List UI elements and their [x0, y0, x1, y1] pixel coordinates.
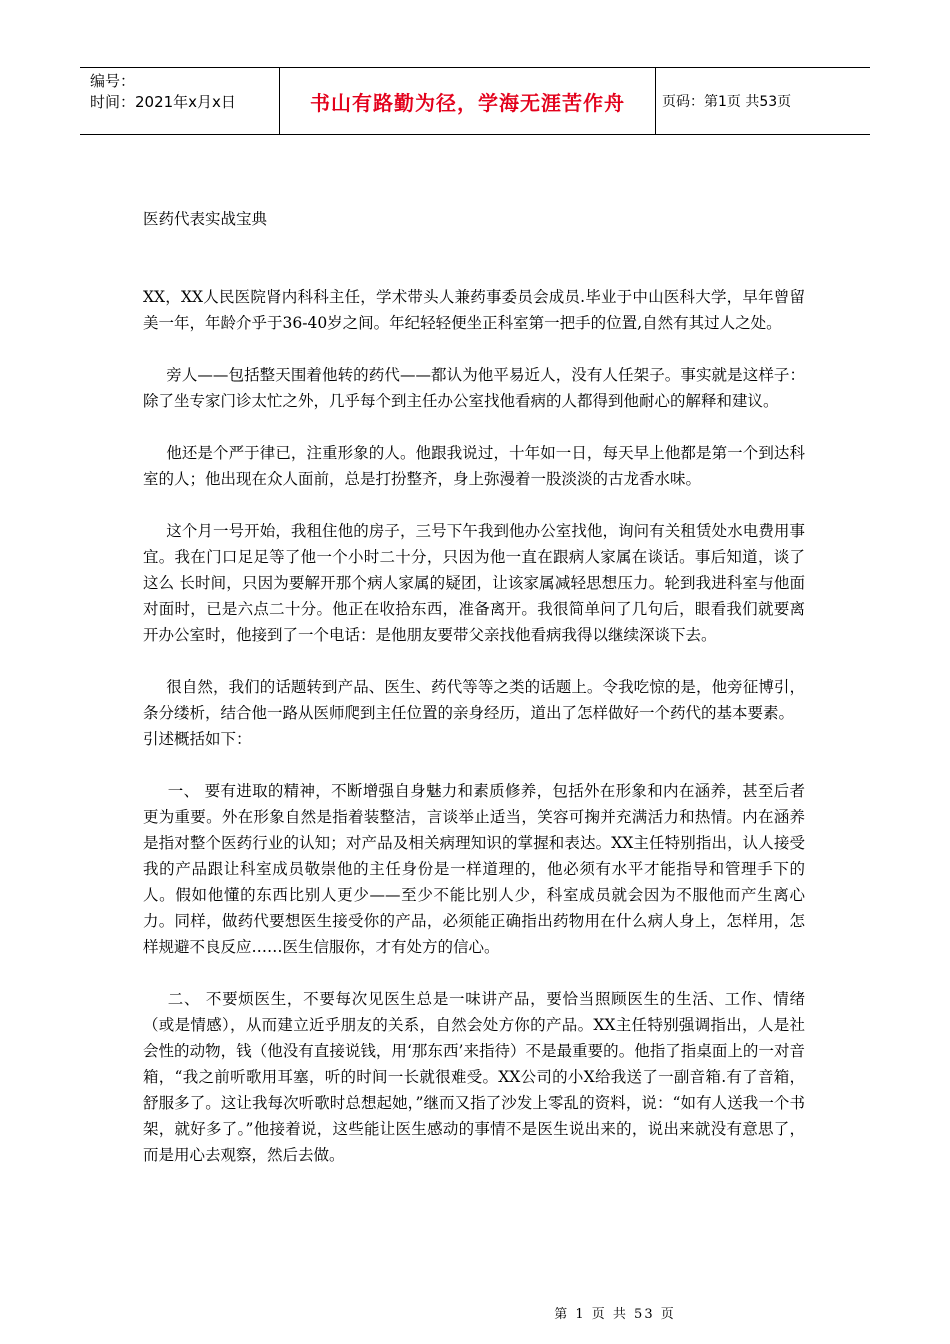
paragraph: 这个月一号开始，我租住他的房子，三号下午我到他办公室找他，询问有关租赁处水电费用事宜。我在门口足足等了他一个小时二十分，只因为他一直在跟病人家属在谈话。事后知道，谈了这么 长时间，只因为要解开那个病人家属的疑团，让该家属减轻思想压力。轮到我进科室与他面对面时，已是六点二十分。他正在收拾东西，准备离开。我很简单问了几句后，眼看我们就要离开办公室时，他接到了一个电话：是他朋友要带父亲找他看病我得以继续深谈下去。 — [143, 522, 805, 644]
paragraph: XX，XX人民医院肾内科科主任，学术带头人兼药事委员会成员.毕业于中山医科大学，早年曾留美一年，年龄介乎于36-40岁之间。年纪轻轻便坐正科室第一把手的位置,自然有其过人之处。 — [143, 288, 805, 332]
date-label: 时间：2021年x月x日 — [90, 93, 236, 111]
header-page-info: 页码：第1页 共53页 — [662, 94, 792, 110]
paragraph: 他还是个严于律已，注重形象的人。他跟我说过，十年如一日，每天早上他都是第一个到达科室的人；他出现在众人面前，总是打扮整齐，身上弥漫着一股淡淡的古龙香水味。 — [143, 444, 805, 488]
paragraph: 很自然，我们的话题转到产品、医生、药代等等之类的话题上。令我吃惊的是，他旁征博引，条分缕析，结合他一路从医师爬到主任位置的亲身经历，道出了怎样做好一个药代的基本要素。 — [143, 678, 805, 722]
document-title: 医药代表实战宝典 — [143, 210, 268, 228]
page-header — [80, 67, 870, 135]
header-motto: 书山有路勤为径，学海无涯苦作舟 — [280, 68, 656, 134]
paragraph: 旁人——包括整天围着他转的药代——都认为他平易近人，没有人任架子。事实就是这样子：除了坐专家门诊太忙之外，几乎每个到主任办公室找他看病的人都得到他耐心的解释和建议。 — [143, 366, 805, 410]
paragraph: 引述概括如下： — [143, 730, 252, 748]
footer-page-number: 第 1 页 共 53 页 — [554, 1307, 676, 1322]
number-label: 编号： — [90, 72, 136, 90]
list-item: 二、 不要烦医生，不要每次见医生总是一味讲产品，要恰当照顾医生的生活、工作、情绪（或是情感），从而建立近乎朋友的关系，自然会处方你的产品。XX主任特别强调指出，人是社会性的动物，钱（他没有直接说钱，用‘那东西’来指待）不是最重要的。他指了指桌面上的一对音箱，“我之前听歌用耳塞，听的时间一长就很难受。XX公司的小X给我送了一副音箱.有了音箱，舒服多了。这让我每次听歌时总想起她，”继而又指了沙发上零乱的资料，说：“如有人送我一个书架，就好多了。”他接着说，这些能让医生感动的事情不是医生说出来的，说出来就没有意思了，而是用心去观察，然后去做。 — [143, 990, 805, 1164]
document-body — [143, 206, 805, 1168]
list-item: 一、 要有进取的精神，不断增强自身魅力和素质修养，包括外在形象和内在涵养，甚至后者更为重要。外在形象自然是指着装整洁，言谈举止适当，笑容可掬并充满活力和热情。内在涵养是指对整个医药行业的认知；对产品及相关病理知识的掌握和表达。XX主任特别指出，认人接受我的产品跟让科室成员敬崇他的主任身份是一样道理的，他必须有水平才能指导和管理手下的人。假如他懂的东西比别人更少——至少不能比别人少，科室成员就会因为不服他而产生离心力。同样，做药代要想医生接受你的产品，必须能正确指出药物用在什么病人身上，怎样用，怎样规避不良反应……医生信服你，才有处方的信心。 — [143, 782, 805, 956]
header-meta — [80, 68, 280, 134]
page-footer — [0, 1303, 950, 1322]
